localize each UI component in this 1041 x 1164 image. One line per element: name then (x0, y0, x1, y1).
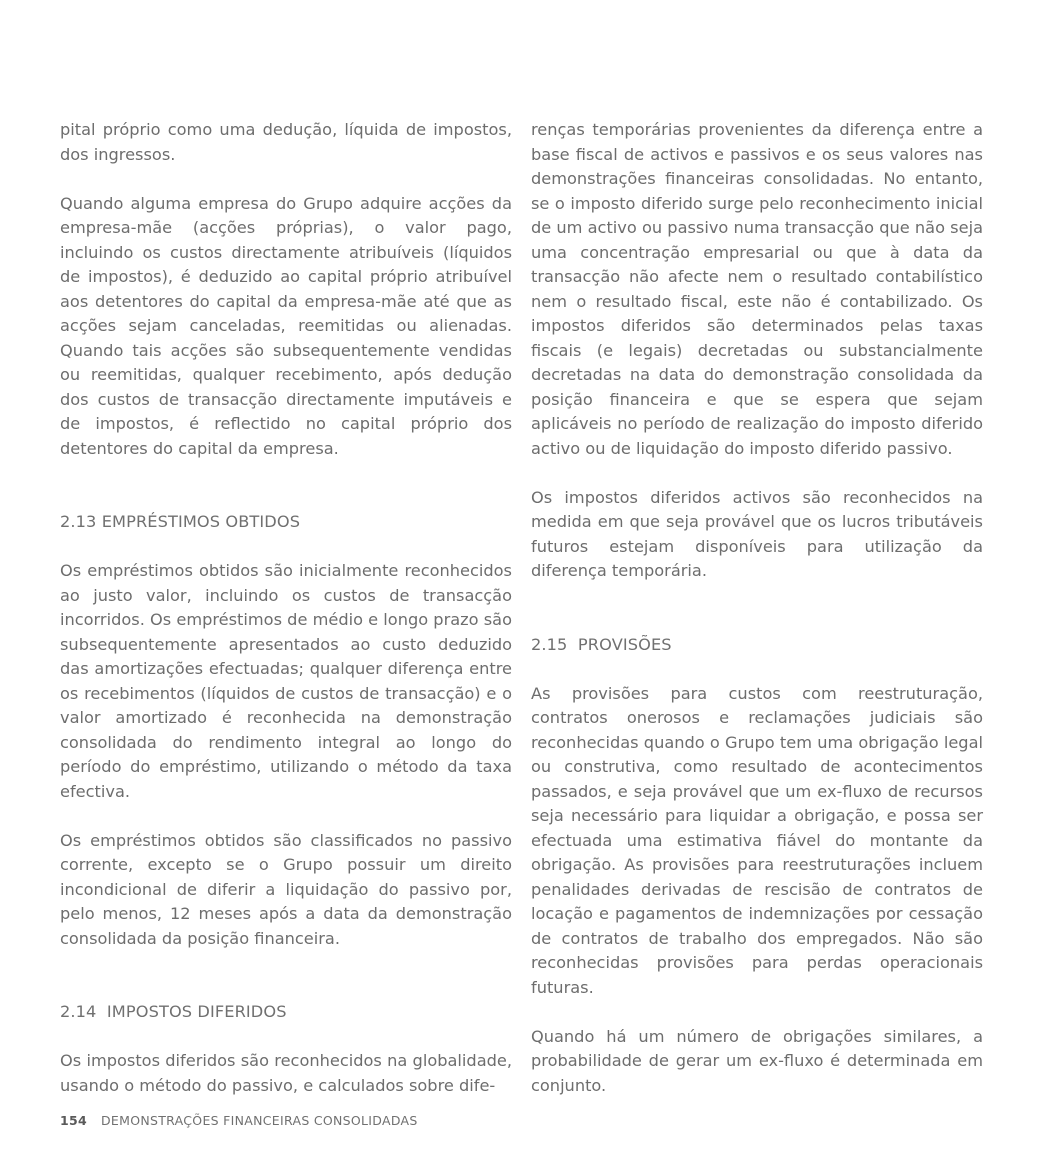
paragraph: Os impostos diferidos são reconhecidos na globalidade, usando o método do passivo, e calculados sobre dife- (60, 1051, 512, 1095)
right-column (531, 118, 983, 1098)
paragraph: Os empréstimos obtidos são inicialmente reconhecidos ao justo valor, incluindo os custos de transacção incorridos. Os empréstimos de médio e longo prazo são subsequentemente apresentados ao custo deduzido das amortizações efectuadas; qualquer diferença entre os recebimentos (líquidos de custos de transacção) e o valor amortizado é reconhecida na demonstração consolidada do rendimento integral ao longo do período do empréstimo, utilizando o método da taxa efectiva. (60, 561, 512, 801)
paragraph: Os empréstimos obtidos são classificados no passivo corrente, excepto se o Grupo possuir um direito incondicional de diferir a liquidação do passivo por, pelo menos, 12 meses após a data da demonstração consolidada da posição financeira. (60, 830, 512, 948)
paragraph: pital próprio como uma dedução, líquida de impostos, dos ingressos. (60, 120, 512, 164)
paragraph: renças temporárias provenientes da diferença entre a base fiscal de activos e passivos e os seus valores nas demonstrações financeiras consolidadas. No entanto, se o imposto diferido surge pelo reconhecimento inicial de um activo ou passivo numa transacção que não seja uma concentração empresarial ou que à data da transacção não afecte nem o resultado contabilístico nem o resultado fiscal, este não é contabilizado. Os impostos diferidos são determinados pelas taxas fiscais (e legais) decretadas ou substancialmente decretadas na data do demonstração consolidada da posição financeira e que se espera que sejam aplicáveis no período de realização do imposto diferido activo ou de liquidação do imposto diferido passivo. (531, 120, 983, 458)
section-heading-2-14: 2.14 IMPOSTOS DIFERIDOS (60, 1002, 287, 1021)
paragraph: Os impostos diferidos activos são reconhecidos na medida em que seja provável que os lucros tributáveis futuros estejam disponíveis para utilização da diferença temporária. (531, 487, 983, 580)
paragraph: As provisões para custos com reestruturação, contratos onerosos e reclamações judiciais são reconhecidas quando o Grupo tem uma obrigação legal ou construtiva, como resultado de acontecimentos passados, e seja provável que um ex-fluxo de recursos seja necessário para liquidar a obrigação, e possa ser efectuada uma estimativa fiável do montante da obrigação. As provisões para reestruturações incluem penalidades derivadas de rescisão de contratos de locação e pagamentos de indemnizações por cessação de contratos de trabalho dos empregados. Não são reconhecidas provisões para perdas operacionais futuras. (531, 683, 983, 997)
section-heading-2-15: 2.15 PROVISÕES (531, 634, 672, 654)
section-heading-2-13: 2.13 EMPRÉSTIMOS OBTIDOS (60, 512, 301, 531)
paragraph: Quando alguma empresa do Grupo adquire acções da empresa-mãe (acções próprias), o valor pago, incluindo os custos directamente atribuíveis (líquidos de impostos), é deduzido ao capital próprio atribuível aos detentores do capital da empresa-mãe até que as acções sejam canceladas, reemitidas ou alienadas. Quando tais acções são subsequentemente vendidas ou reemitidas, qualquer recebimento, após dedução dos custos de transacção directamente imputáveis e de impostos, é reflectido no capital próprio dos detentores do capital da empresa. (60, 193, 512, 458)
paragraph: Quando há um número de obrigações similares, a probabilidade de gerar um ex-fluxo é determinada em conjunto. (531, 1026, 983, 1095)
page-footer (60, 1112, 418, 1130)
left-column (60, 118, 512, 1098)
page-number: 154 (60, 1113, 87, 1128)
footer-section-title: DEMONSTRAÇÕES FINANCEIRAS CONSOLIDADAS (101, 1113, 418, 1128)
